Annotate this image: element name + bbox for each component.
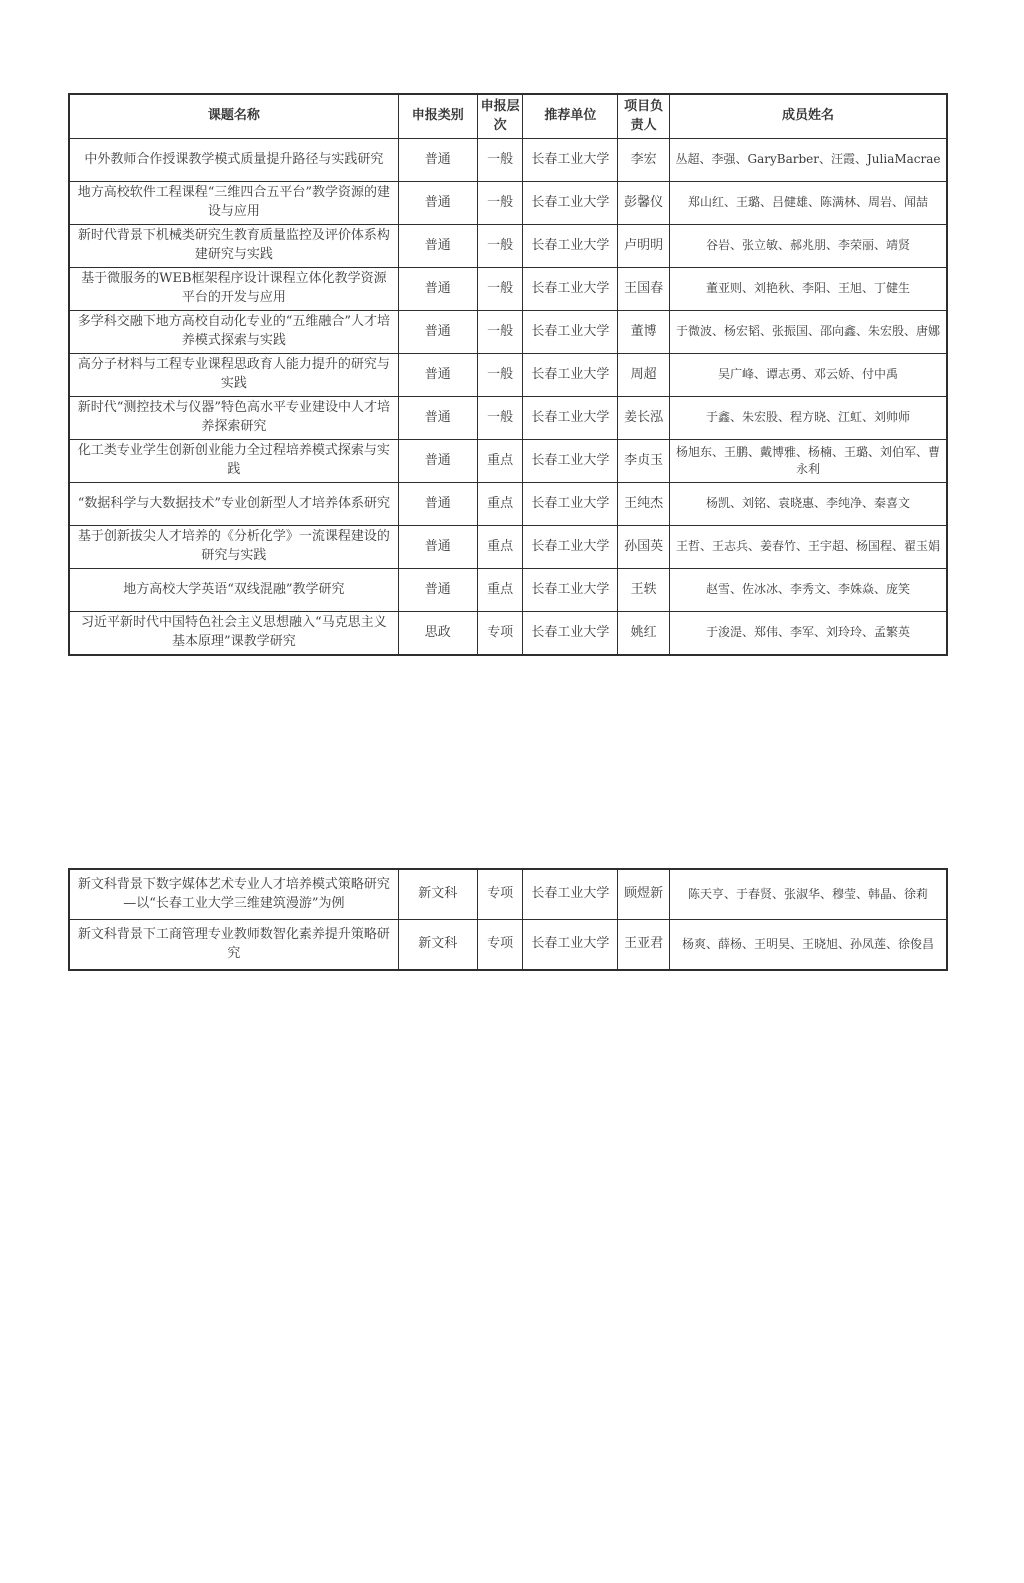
leader-cell: 姜长泓	[618, 397, 670, 440]
members-cell: 杨凯、刘铭、袁晓惠、李纯净、秦喜文	[670, 483, 947, 526]
level-cell: 一般	[477, 311, 523, 354]
project-title-cell: 新时代背景下机械类研究生教育质量监控及评价体系构建研究与实践	[69, 225, 398, 268]
members-cell: 于浚湜、郑伟、李军、刘玲玲、孟繁英	[670, 612, 947, 656]
project-title-cell: “数据科学与大数据技术”专业创新型人才培养体系研究	[69, 483, 398, 526]
unit-cell: 长春工业大学	[523, 354, 618, 397]
members-cell: 陈天亨、于春贤、张淑华、穆莹、韩晶、徐莉	[670, 869, 947, 920]
category-cell: 普通	[398, 569, 477, 612]
table-row	[69, 526, 947, 569]
projects-table-continued	[68, 868, 948, 971]
header-recommending-unit: 推荐单位	[523, 94, 618, 139]
leader-cell: 彭馨仪	[618, 182, 670, 225]
leader-cell: 王轶	[618, 569, 670, 612]
members-cell: 吴广峰、谭志勇、邓云娇、付中禹	[670, 354, 947, 397]
project-title-cell: 新文科背景下工商管理专业教师数智化素养提升策略研究	[69, 920, 398, 971]
category-cell: 普通	[398, 182, 477, 225]
members-cell: 郑山红、王璐、吕健雄、陈满林、周岩、闻喆	[670, 182, 947, 225]
members-cell: 杨爽、薛杨、王明昊、王晓旭、孙凤莲、徐俊昌	[670, 920, 947, 971]
table-row	[69, 612, 947, 656]
leader-cell: 董博	[618, 311, 670, 354]
level-cell: 一般	[477, 397, 523, 440]
project-title-cell: 基于创新拔尖人才培养的《分析化学》一流课程建设的研究与实践	[69, 526, 398, 569]
table-row	[69, 225, 947, 268]
members-cell: 于鑫、朱宏股、程方晓、江虹、刘帅师	[670, 397, 947, 440]
leader-cell: 李宏	[618, 139, 670, 182]
level-cell: 专项	[477, 920, 523, 971]
category-cell: 普通	[398, 311, 477, 354]
unit-cell: 长春工业大学	[523, 569, 618, 612]
unit-cell: 长春工业大学	[523, 440, 618, 483]
leader-cell: 王国春	[618, 268, 670, 311]
level-cell: 重点	[477, 440, 523, 483]
level-cell: 一般	[477, 354, 523, 397]
unit-cell: 长春工业大学	[523, 139, 618, 182]
header-row	[69, 94, 947, 139]
members-cell: 赵雪、佐冰冰、李秀文、李姝焱、庞笑	[670, 569, 947, 612]
leader-cell: 姚红	[618, 612, 670, 656]
category-cell: 普通	[398, 139, 477, 182]
level-cell: 专项	[477, 869, 523, 920]
level-cell: 重点	[477, 526, 523, 569]
members-cell: 于微波、杨宏韬、张振国、邵向鑫、朱宏殷、唐娜	[670, 311, 947, 354]
projects-table-main	[68, 93, 948, 656]
table-row	[69, 354, 947, 397]
table-header	[69, 94, 947, 139]
level-cell: 一般	[477, 268, 523, 311]
project-title-cell: 新时代“测控技术与仪器”特色高水平专业建设中人才培养探索研究	[69, 397, 398, 440]
project-title-cell: 基于微服务的WEB框架程序设计课程立体化教学资源平台的开发与应用	[69, 268, 398, 311]
table-row	[69, 139, 947, 182]
project-title-cell: 习近平新时代中国特色社会主义思想融入“马克思主义基本原理”课教学研究	[69, 612, 398, 656]
leader-cell: 王纯杰	[618, 483, 670, 526]
level-cell: 一般	[477, 139, 523, 182]
level-cell: 重点	[477, 483, 523, 526]
header-member-names: 成员姓名	[670, 94, 947, 139]
category-cell: 普通	[398, 397, 477, 440]
project-title-cell: 新文科背景下数字媒体艺术专业人才培养模式策略研究—以“长春工业大学三维建筑漫游”为例	[69, 869, 398, 920]
level-cell: 一般	[477, 182, 523, 225]
level-cell: 一般	[477, 225, 523, 268]
unit-cell: 长春工业大学	[523, 920, 618, 971]
table-row	[69, 483, 947, 526]
category-cell: 新文科	[398, 920, 477, 971]
leader-cell: 顾煜新	[618, 869, 670, 920]
project-title-cell: 地方高校大学英语“双线混融”教学研究	[69, 569, 398, 612]
unit-cell: 长春工业大学	[523, 311, 618, 354]
leader-cell: 王亚君	[618, 920, 670, 971]
level-cell: 重点	[477, 569, 523, 612]
members-cell: 丛超、李强、GaryBarber、汪霞、JuliaMacrae	[670, 139, 947, 182]
project-title-cell: 化工类专业学生创新创业能力全过程培养模式探索与实践	[69, 440, 398, 483]
members-cell: 谷岩、张立敏、郝兆朋、李荣丽、靖贤	[670, 225, 947, 268]
unit-cell: 长春工业大学	[523, 483, 618, 526]
unit-cell: 长春工业大学	[523, 182, 618, 225]
unit-cell: 长春工业大学	[523, 268, 618, 311]
unit-cell: 长春工业大学	[523, 397, 618, 440]
table-row	[69, 569, 947, 612]
category-cell: 普通	[398, 440, 477, 483]
category-cell: 普通	[398, 225, 477, 268]
leader-cell: 孙国英	[618, 526, 670, 569]
category-cell: 普通	[398, 354, 477, 397]
table-row	[69, 440, 947, 483]
unit-cell: 长春工业大学	[523, 869, 618, 920]
leader-cell: 李贞玉	[618, 440, 670, 483]
table-row	[69, 182, 947, 225]
table-row	[69, 268, 947, 311]
header-project-title: 课题名称	[69, 94, 398, 139]
leader-cell: 周超	[618, 354, 670, 397]
project-title-cell: 多学科交融下地方高校自动化专业的“五维融合”人才培养模式探索与实践	[69, 311, 398, 354]
category-cell: 普通	[398, 483, 477, 526]
category-cell: 思政	[398, 612, 477, 656]
header-application-category: 申报类别	[398, 94, 477, 139]
project-title-cell: 高分子材料与工程专业课程思政育人能力提升的研究与实践	[69, 354, 398, 397]
leader-cell: 卢明明	[618, 225, 670, 268]
header-application-level: 申报层次	[477, 94, 523, 139]
table-row	[69, 869, 947, 920]
project-title-cell: 地方高校软件工程课程“三维四合五平台”教学资源的建设与应用	[69, 182, 398, 225]
level-cell: 专项	[477, 612, 523, 656]
unit-cell: 长春工业大学	[523, 612, 618, 656]
category-cell: 普通	[398, 526, 477, 569]
members-cell: 董亚则、刘艳秋、李阳、王旭、丁健生	[670, 268, 947, 311]
category-cell: 普通	[398, 268, 477, 311]
unit-cell: 长春工业大学	[523, 526, 618, 569]
table-row	[69, 920, 947, 971]
table-row	[69, 311, 947, 354]
members-cell: 王哲、王志兵、姜春竹、王宇超、杨国程、翟玉娟	[670, 526, 947, 569]
members-cell: 杨旭东、王鹏、戴博雅、杨楠、王璐、刘伯军、曹永利	[670, 440, 947, 483]
category-cell: 新文科	[398, 869, 477, 920]
project-title-cell: 中外教师合作授课教学模式质量提升路径与实践研究	[69, 139, 398, 182]
table-row	[69, 397, 947, 440]
unit-cell: 长春工业大学	[523, 225, 618, 268]
header-project-leader: 项目负责人	[618, 94, 670, 139]
